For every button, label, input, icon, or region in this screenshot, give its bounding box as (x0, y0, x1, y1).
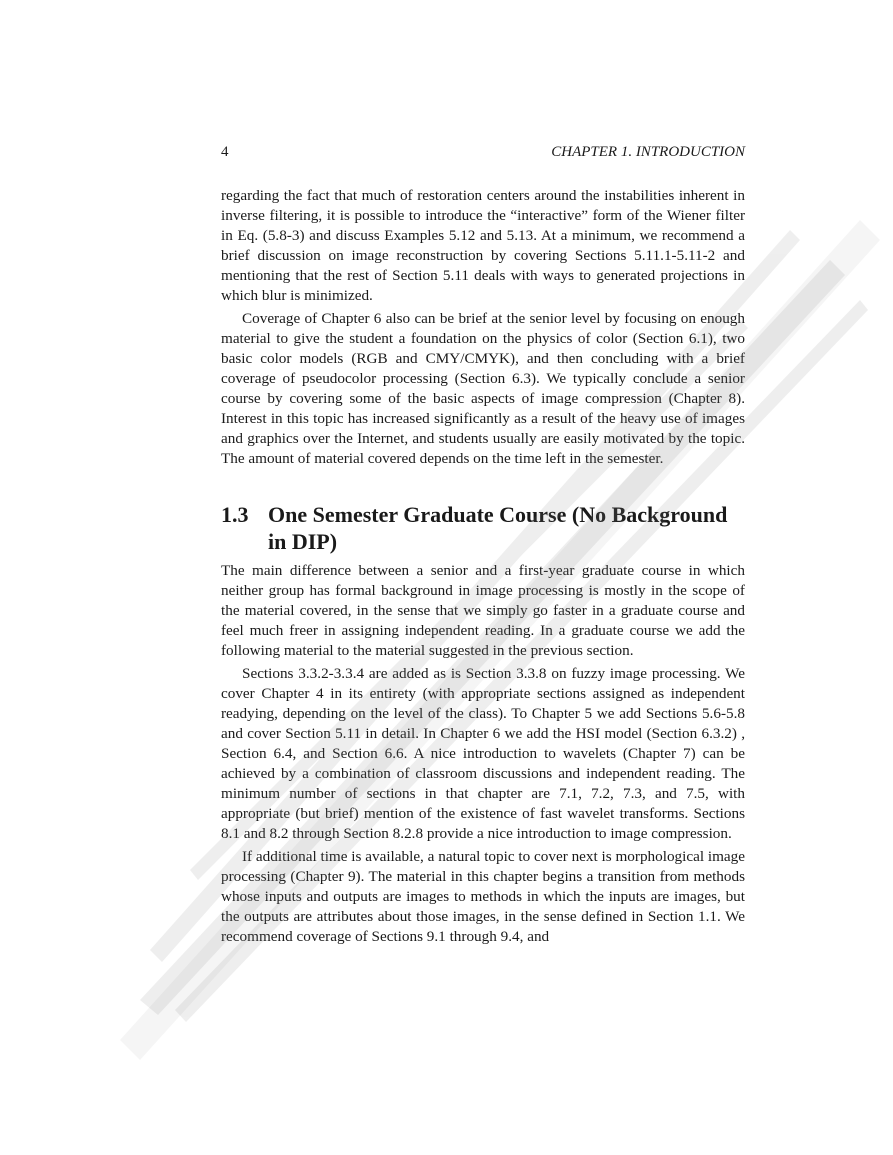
body-text (221, 186, 745, 947)
chapter-title: CHAPTER 1. INTRODUCTION (551, 144, 745, 160)
paragraph: Sections 3.3.2-3.3.4 are added as is Section 3.3.8 on fuzzy image processing. We cover Chapter 4 in its entirety (with appropriate sections assigned as independent readying, depending on the level of the class). To Chapter 5 we add Sections 5.6-5.8 and cover Section 5.11 in detail. In Chapter 6 we add the HSI model (Section 6.3.2) , Section 6.4, and Section 6.6. A nice introduction to wavelets (Chapter 7) can be achieved by a combination of classroom discussions and independent reading. The minimum number of sections in that chapter are 7.1, 7.2, 7.3, and 7.5, with appropriate (but brief) mention of the existence of fast wavelet transforms. Sections 8.1 and 8.2 through Section 8.2.8 provide a nice introduction to image compression. (221, 665, 745, 842)
page-number: 4 (221, 144, 229, 160)
paragraph: Coverage of Chapter 6 also can be brief at the senior level by focusing on enough material to give the student a foundation on the physics of color (Section 6.1), two basic color models (RGB and CMY/CMYK), and then concluding with a brief coverage of pseudocolor processing (Section 6.3). We typically conclude a senior course by covering some of the basic aspects of image compression (Chapter 8). Interest in this topic has increased significantly as a result of the heavy use of images and graphics over the Internet, and students usually are easily motivated by the topic. The amount of material covered depends on the time left in the semester. (221, 310, 745, 467)
section-number: 1.3 (221, 502, 249, 527)
section-heading (221, 501, 745, 555)
paragraph-continued: regarding the fact that much of restoration centers around the instabilities inherent in inverse filtering, it is possible to introduce the “interactive” form of the Wiener filter in Eq. (5.8-3) and discuss Examples 5.12 and 5.13. At a minimum, we recommend a brief discussion on image reconstruction by covering Sections 5.11.1-5.11-2 and mentioning that the rest of Section 5.11 deals with ways to generated projections in which blur is minimized. (221, 187, 745, 304)
running-head (221, 142, 745, 162)
section-title: One Semester Graduate Course (No Background in DIP) (268, 502, 728, 554)
paragraph: If additional time is available, a natural topic to cover next is morphological image processing (Chapter 9). The material in this chapter begins a transition from methods whose inputs and outputs are images to methods in which the inputs are images, but the outputs are attributes about those images, in the sense defined in Section 1.1. We recommend coverage of Sections 9.1 through 9.4, and (221, 848, 745, 945)
paragraph: The main difference between a senior and a first-year graduate course in which neither group has formal background in image processing is mostly in the scope of the material covered, in the sense that we simply go faster in a graduate course and feel much freer in assigning independent reading. In a graduate course we add the following material to the material suggested in the previous section. (221, 562, 745, 659)
